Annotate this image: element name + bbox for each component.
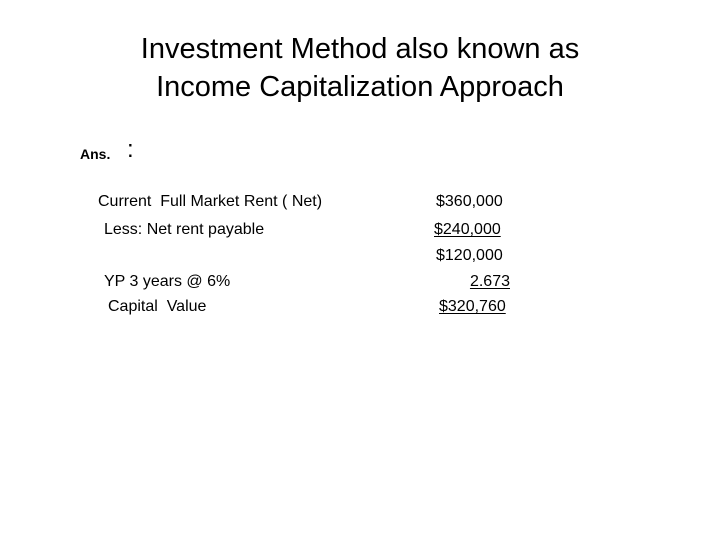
row-value-yp: 2.673 [469,273,510,290]
answer-colon: : [127,136,134,163]
slide-title-line-1: Investment Method also known as [140,33,580,65]
row-label-net-rent-payable: Less: Net rent payable [104,221,265,238]
row-label-yp: YP 3 years @ 6% [104,273,231,290]
row-value-current-rent: $360,000 [436,193,503,210]
answer-label: Ans. [80,146,111,162]
row-value-subtotal: $120,000 [436,247,503,264]
row-value-net-rent-payable: $240,000 [434,221,501,238]
slide-title-line-2: Income Capitalization Approach [156,71,564,103]
row-label-current-rent: Current Full Market Rent ( Net) [98,193,323,210]
row-label-capital-value: Capital Value [108,298,207,315]
row-value-capital-value: $320,760 [439,298,506,315]
